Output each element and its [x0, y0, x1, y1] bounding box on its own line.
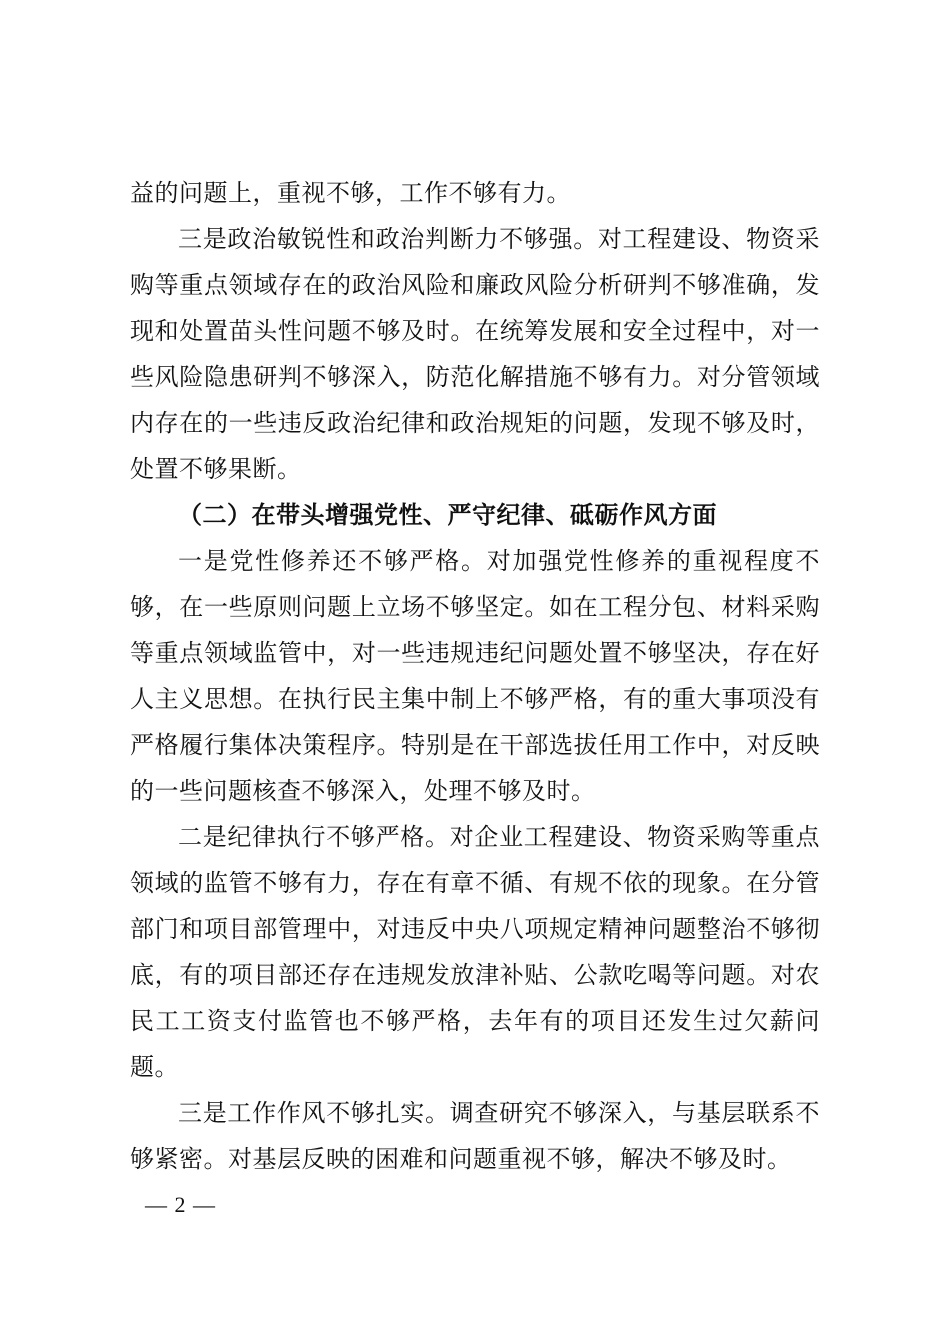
paragraph-work-style: 三是工作作风不够扎实。调查研究不够深入，与基层联系不够紧密。对基层反映的困难和问题重视不够，解决不够及时。: [130, 1099, 820, 1173]
paragraph-continuation: 益的问题上，重视不够，工作不够有力。: [130, 179, 571, 207]
paragraph-political-sensitivity: 三是政治敏锐性和政治判断力不够强。对工程建设、物资采购等重点领域存在的政治风险和廉政风险分析研判不够准确，发现和处置苗头性问题不够及时。在统筹发展和安全过程中，对一些风险隐患研判不够深入，防范化解措施不够有力。对分管领域内存在的一些违反政治纪律和政治规矩的问题，发现不够及时，处置不够果断。: [130, 225, 820, 483]
document-body: [130, 170, 820, 1182]
page-number: — 2 —: [145, 1192, 216, 1217]
paragraph-discipline: 二是纪律执行不够严格。对企业工程建设、物资采购等重点领域的监管不够有力，存在有章不循、有规不依的现象。在分管部门和项目部管理中，对违反中央八项规定精神问题整治不够彻底，有的项目部还存在违规发放津补贴、公款吃喝等问题。对农民工工资支付监管也不够严格，去年有的项目还发生过欠薪问题。: [130, 823, 820, 1081]
section-heading: （二）在带头增强党性、严守纪律、砥砺作风方面: [178, 500, 717, 529]
paragraph-party-spirit: 一是党性修养还不够严格。对加强党性修养的重视程度不够，在一些原则问题上立场不够坚定。如在工程分包、材料采购等重点领域监管中，对一些违规违纪问题处置不够坚决，存在好人主义思想。在执行民主集中制上不够严格，有的重大事项没有严格履行集体决策程序。特别是在干部选拔任用工作中，对反映的一些问题核查不够深入，处理不够及时。: [130, 547, 820, 805]
